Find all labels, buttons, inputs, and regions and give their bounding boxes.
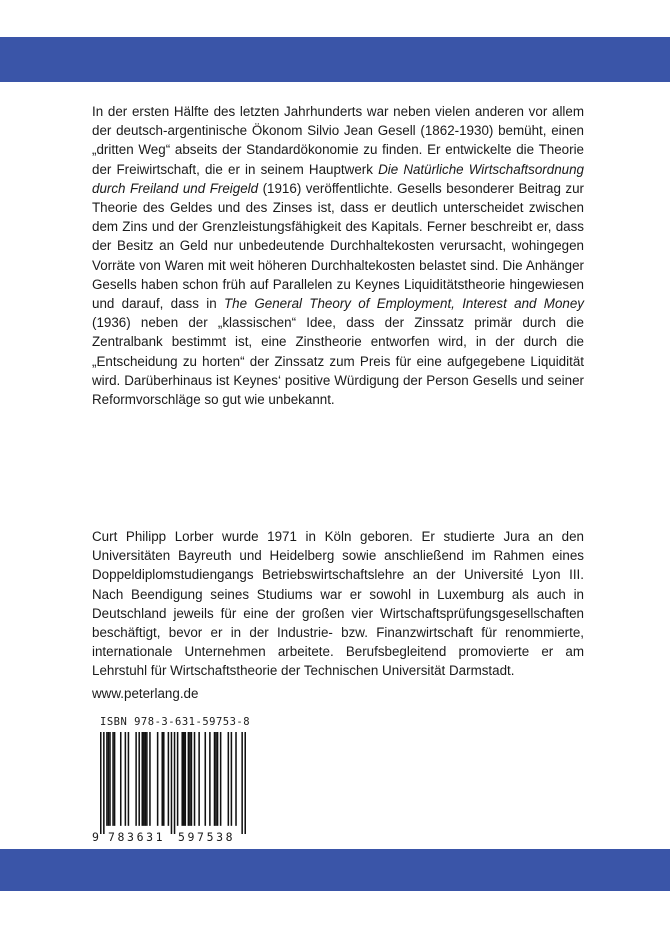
barcode-bar: [157, 732, 159, 826]
barcode-bar: [106, 732, 108, 826]
barcode-bar: [108, 732, 110, 826]
barcode-bar: [138, 732, 140, 826]
book-title: The General Theory of Employment, Interest and Money: [223, 296, 584, 312]
barcode-bar: [209, 732, 211, 826]
barcode-bar: [220, 732, 222, 826]
ean-right-group: 597538: [178, 830, 236, 844]
barcode-bar: [103, 732, 105, 834]
barcode-bar: [231, 732, 233, 826]
barcode-bars: [100, 732, 246, 834]
barcode-bar: [177, 732, 179, 826]
bottom-color-band: [0, 849, 670, 891]
barcode-bar: [128, 732, 130, 826]
barcode-bar: [191, 732, 193, 826]
barcode-bar: [171, 732, 173, 834]
barcode-bar: [125, 732, 127, 826]
barcode-bar: [198, 732, 200, 826]
barcode-bar: [114, 732, 116, 826]
barcode-bar: [188, 732, 190, 826]
barcode-bar: [100, 732, 102, 834]
barcode-bar: [145, 732, 147, 826]
publisher-website: www.peterlang.de: [92, 686, 199, 701]
barcode-bar: [174, 732, 176, 834]
author-bio-paragraph: Curt Philipp Lorber wurde 1971 in Köln geboren. Er studierte Jura an den Universitäten Bayreuth und Heidelberg sowie anschließend im Rahmen eines Doppeldiplomstudiengangs Betriebswirtschaftslehre an der Université Lyon III. Nach Beendigung seines Studiums war er sowohl in Luxemburg als auch in Deutschland jeweils für eine der großen vier Wirtschaftsprüfungsgesellschaften beschäftigt, bevor er in der Industrie- bzw. Finanzwirtschaft für renommierte, internationale Unternehmen arbeitete. Berufsbegleitend promovierte er am Lehrstuhl für Wirtschaftstheorie der Technischen Universität Darmstadt.: [92, 529, 584, 679]
barcode-bar: [149, 732, 151, 826]
barcode-bar: [120, 732, 122, 826]
barcode-bar: [205, 732, 207, 826]
barcode-bar: [214, 732, 216, 826]
barcode-bar: [181, 732, 183, 826]
barcode-bar: [189, 732, 191, 826]
barcode-bar: [163, 732, 165, 826]
isbn-label: ISBN 978-3-631-59753-8: [100, 716, 251, 728]
isbn-barcode: [92, 716, 250, 848]
barcode-bar: [215, 732, 217, 826]
barcode-bar: [235, 732, 237, 826]
barcode-bar: [168, 732, 170, 826]
barcode-bar: [135, 732, 137, 826]
barcode-bar: [228, 732, 230, 826]
barcode-bar: [141, 732, 143, 826]
barcode-bar: [217, 732, 219, 826]
barcode-bar: [244, 732, 246, 834]
barcode-bar: [185, 732, 187, 826]
barcode-bar: [161, 732, 163, 826]
barcode-bar: [146, 732, 148, 826]
barcode-bar: [241, 732, 243, 834]
barcode-bar: [194, 732, 196, 826]
barcode-bar: [112, 732, 114, 826]
barcode-bar: [143, 732, 145, 826]
book-title: Die Natürliche Wirtschaftsordnung durch Freiland und Freigeld: [92, 161, 584, 196]
barcode-bar: [109, 732, 111, 826]
ean-left-group: 783631: [108, 830, 166, 844]
ean-first-digit: 9: [92, 830, 99, 844]
book-description-paragraph: In der ersten Hälfte des letzten Jahrhunderts war neben vielen anderen vor allem der deutsch-argentinische Ökonom Silvio Jean Gesell (1862-1930) bemüht, einen „dritten Weg“ abseits der Standardökonomie zu finden. Er entwickelte die Theorie der Freiwirtschaft, die er in seinem Hauptwerk Die Natürliche Wirtschaftsordnung durch Freiland und Freigeld (1916) veröffentlichte. Gesells besonderer Beitrag zur Theorie des Geldes und des Zinses ist, dass er deutlich unterscheidet zwischen dem Zins und der Grenzleistungsfähigkeit des Kapitals. Ferner beschreibt er, dass der Besitz an Geld nur unbedeutende Durchhaltekosten verursacht, wohingegen Vorräte von Waren mit weit höheren Durchhaltekosten belastet sind. Die Anhänger Gesells haben schon früh auf Parallelen zu Keynes Liquiditätstheorie hingewiesen und darauf, dass in The General Theory of Employment, Interest and Money (1936) neben der „klassischen“ Idee, dass der Zinssatz primär durch die Zentralbank bestimmt ist, eine Zinstheorie entworfen wird, in der durch die „Entscheidung zu horten“ der Zinssatz zum Preis für eine aufgegebene Liquidität wird. Darüberhinaus ist Keynes‘ positive Würdigung der Person Gesells und seiner Reformvorschläge so gut wie unbekannt.: [92, 104, 584, 408]
top-color-band: [0, 37, 670, 82]
barcode-bar: [183, 732, 185, 826]
